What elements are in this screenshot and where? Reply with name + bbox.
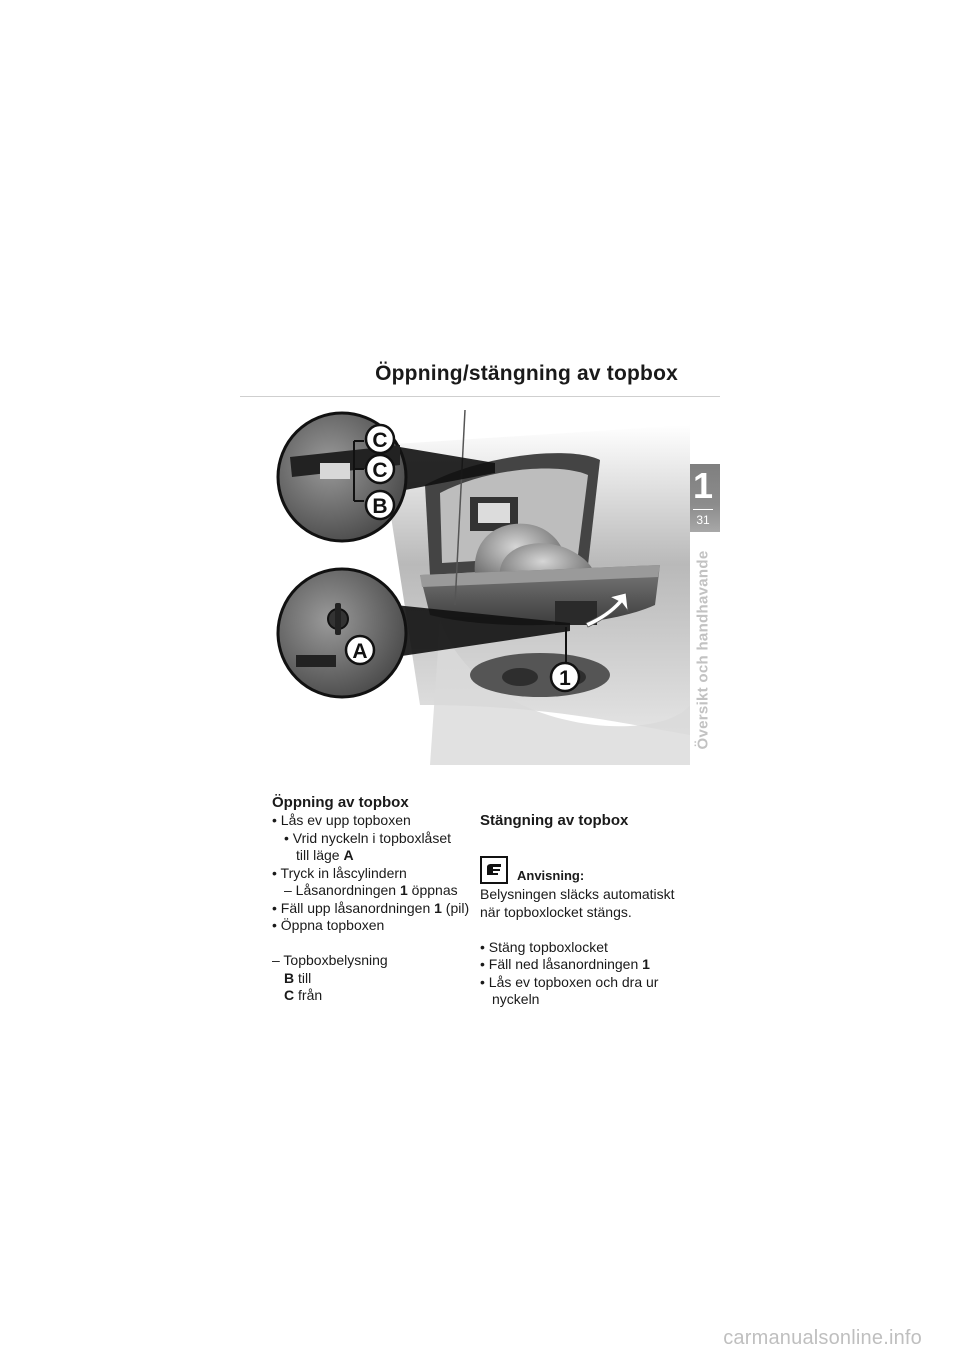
label-c-lower: C <box>372 459 388 482</box>
opening-step <box>272 847 477 865</box>
page-title: Öppning/stängning av topbox <box>375 362 678 385</box>
opening-step: – Topboxbelysning <box>272 952 388 968</box>
closing-section <box>480 812 700 1009</box>
opening-heading: Öppning av topbox <box>272 794 409 811</box>
opening-step: • Vrid nyckeln i topboxlåset <box>284 829 452 846</box>
note-text: när topboxlocket stängs. <box>480 903 632 920</box>
opening-text: (pil) <box>441 899 470 916</box>
closing-step <box>480 956 700 974</box>
closing-heading: Stängning av topbox <box>480 812 629 829</box>
spacer <box>480 921 700 939</box>
opening-text: – Låsanordningen <box>284 882 400 898</box>
label-a: A <box>352 640 368 663</box>
chapter-number: 1 <box>692 465 714 506</box>
position-b: B <box>284 969 295 986</box>
opening-step <box>272 987 477 1005</box>
closing-step: • Stäng topboxlocket <box>480 938 608 955</box>
position-a: A <box>343 847 354 863</box>
opening-step: • Tryck in låscylindern <box>272 864 407 881</box>
position-c: C <box>284 987 295 1003</box>
note-row <box>480 856 700 884</box>
label-c-upper: C <box>372 429 388 452</box>
label-b: B <box>372 495 388 518</box>
closing-step: • Lås ev topboxen och dra ur <box>480 973 659 990</box>
opening-step <box>272 882 477 900</box>
opening-step: • Öppna topboxen <box>272 917 385 933</box>
spacer <box>272 935 477 953</box>
closing-step: nyckeln <box>492 991 540 1007</box>
chapter-divider <box>693 509 713 510</box>
ref-1: 1 <box>434 899 442 916</box>
opening-text: öppnas <box>407 882 458 898</box>
opening-text: till <box>294 969 312 986</box>
page-number: 31 <box>696 513 710 527</box>
detail-circle-lock <box>278 569 406 697</box>
chapter-tab <box>686 464 720 532</box>
note-text: Belysningen släcks automatiskt <box>480 886 675 902</box>
topbox-photo <box>270 405 690 765</box>
watermark: carmanualsonline.info <box>723 1327 922 1349</box>
opening-text: från <box>294 987 323 1003</box>
opening-text: till läge <box>296 847 344 863</box>
opening-section <box>272 794 477 1005</box>
opening-text: • Fäll upp låsanordningen <box>272 899 435 916</box>
opening-step <box>272 900 477 918</box>
note-icon <box>480 856 508 884</box>
label-1: 1 <box>559 667 571 690</box>
title-rule <box>240 396 720 397</box>
ref-1: 1 <box>400 882 408 898</box>
note-label: Anvisning: <box>517 867 585 883</box>
side-section-label: Översikt och handhavande <box>694 550 712 750</box>
ref-1: 1 <box>642 956 650 972</box>
opening-step: • Lås ev upp topboxen <box>272 812 411 828</box>
closing-text: • Fäll ned låsanordningen <box>480 956 643 972</box>
opening-step <box>272 970 477 988</box>
